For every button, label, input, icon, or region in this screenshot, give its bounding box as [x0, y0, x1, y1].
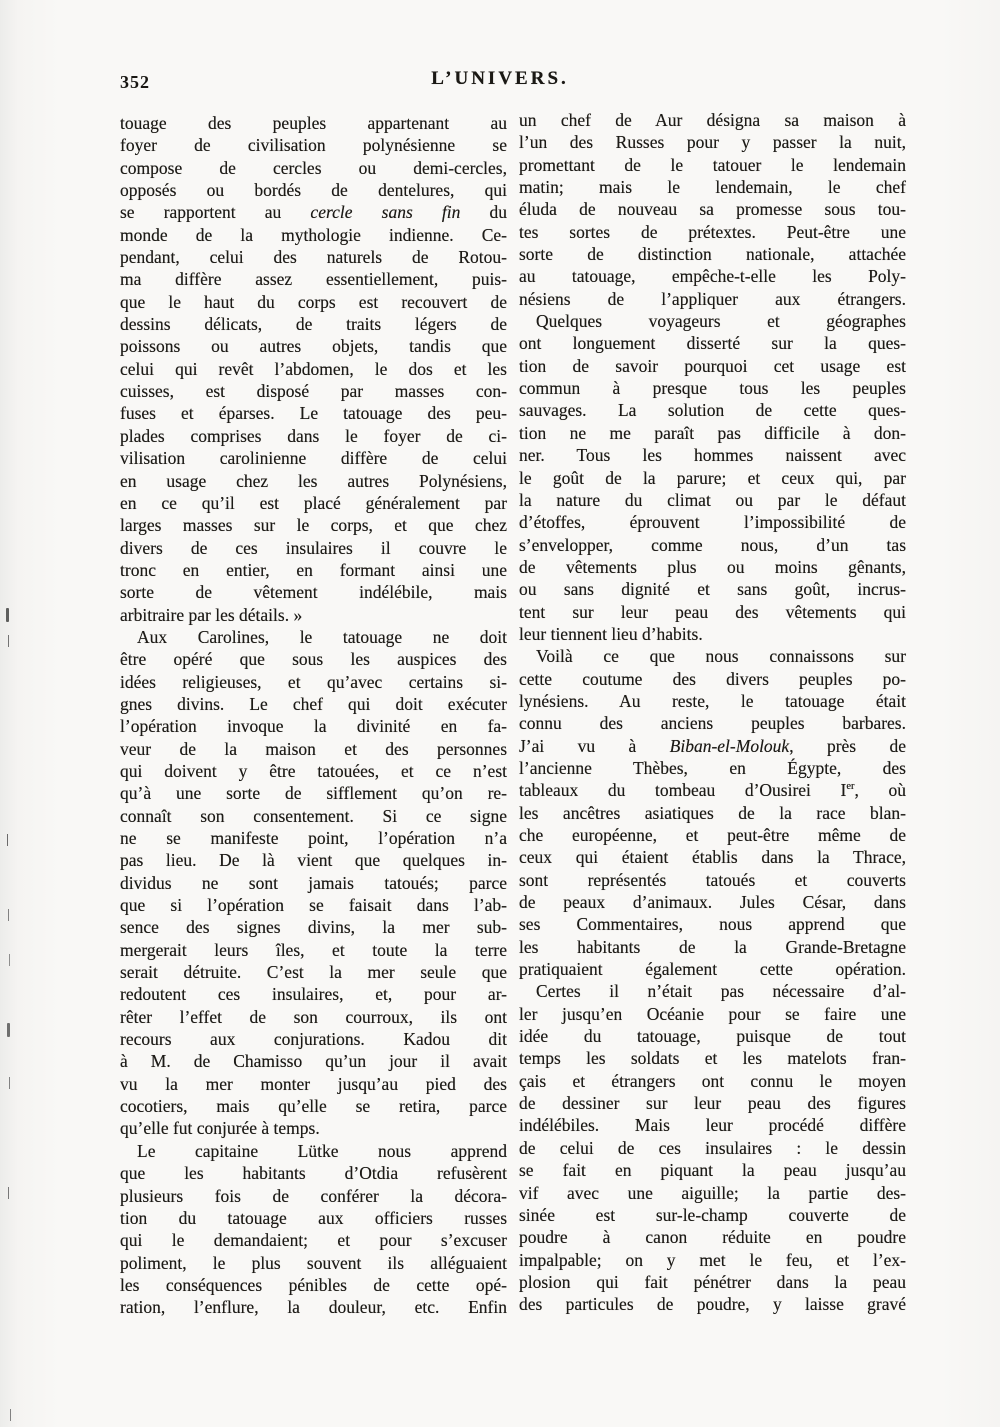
text-line: rêter l’effet de son courroux, ils ont: [120, 1006, 507, 1027]
text-line: ses Commentaires, nous apprend que: [519, 914, 906, 935]
text-line: le goût de la parure; et ceux qui, par: [519, 467, 906, 488]
text-line: indélébiles. Mais leur procédé diffère: [519, 1115, 906, 1136]
column-right: [519, 109, 906, 1319]
text-line: sont représentés tatoués et couverts: [519, 869, 906, 890]
text-line: que les habitants d’Otdia refusèrent: [120, 1163, 507, 1184]
text-line: tent sur leur peau des vêtements qui: [519, 601, 906, 622]
text-line: qu’elle fut conjurée à temps.: [120, 1118, 320, 1139]
text-line: poliment, le plus souvent ils alléguaient: [120, 1252, 507, 1273]
text-line: pratiquaient également cette opération.: [519, 959, 906, 980]
text-line: vif avec une aiguille; la partie des-: [519, 1182, 906, 1203]
text-line: ler jusqu’en Océanie pour se faire une: [519, 1003, 906, 1024]
text-line: nésiens de l’appliquer aux étrangers.: [519, 288, 906, 309]
text-line: çais et étrangers ont connu le moyen: [519, 1070, 906, 1091]
text-line: tes sortes de prétextes. Peut-être une: [519, 221, 906, 242]
text-line: promettant de le tatouer le lendemain: [519, 154, 906, 175]
italic-text: cercle sans fin: [310, 202, 461, 223]
text-line: arbitraire par les détails. »: [120, 604, 303, 625]
text-line: que si l’opération se faisait dans l’ab-: [120, 895, 507, 916]
text-line: être opéré que sous les auspices des: [120, 649, 507, 670]
italic-text: Biban-el-Molouk: [669, 735, 790, 756]
plain-text: J’ai vu à: [519, 735, 670, 756]
text-line: compose de cercles ou demi-cercles,: [120, 157, 507, 178]
text-line: tion du tatouage aux officiers russes: [120, 1207, 507, 1228]
text-line: en ce qu’il est placé généralement par: [120, 492, 507, 513]
text-line: cuisses, est disposé par masses con-: [120, 381, 507, 402]
text-line: de peaux d’animaux. Jules César, dans: [519, 892, 906, 913]
text-line: ma diffère assez essentiellement, puis-: [120, 269, 507, 290]
text-line: qui doivent y être tatouées, et ce n’est: [120, 760, 507, 781]
text-line: impalpable; on y met le feu, et l’ex-: [519, 1249, 906, 1270]
text-line: foyer de civilisation polynésienne se: [120, 135, 507, 156]
text-columns: [120, 112, 906, 1319]
text-line: d’étoffes, éprouvent l’impossibilité de: [519, 512, 906, 533]
running-header-title: L’UNIVERS.: [431, 68, 569, 89]
text-line: qui le demandaient; et pour s’excuser: [120, 1230, 507, 1251]
text-line: de vêtements plus ou moins gênants,: [519, 556, 906, 577]
text-line: l’opération invoque la divinité en fa-: [120, 716, 507, 737]
text-line: leur tiennent lieu d’habits.: [519, 623, 703, 644]
text-line: les habitants de la Grande-Bretagne: [519, 936, 906, 957]
text-line: sorte de distinction nationale, attachée: [519, 244, 906, 265]
text-line: sauvages. La solution de cette ques-: [519, 400, 906, 421]
text-line: pendant, celui des naturels de Rotou-: [120, 247, 507, 268]
text-line: poissons ou autres objets, tandis que: [120, 336, 507, 357]
text-line: un chef de Aur désigna sa maison à: [519, 110, 906, 130]
text-line: se fait en piquant la peau jusqu’au: [519, 1160, 906, 1181]
text-line: cette coutume des divers peuples po-: [519, 668, 906, 689]
text-line: la nature du climat ou par le défaut: [519, 489, 906, 510]
plain-text: du: [460, 202, 508, 223]
plain-text: tableaux du tombeau d’Ousirei I: [519, 780, 847, 801]
text-line: ration, l’enflure, la douleur, etc. Enfin: [120, 1297, 507, 1318]
text-line: idée du tatouage, puisque de tout: [519, 1026, 906, 1047]
text-line: Certes il n’était pas nécessaire d’al-: [536, 981, 906, 1002]
column-left: [120, 112, 507, 1319]
text-line: [120, 201, 507, 223]
text-line: qu’à une sorte de sifflement qu’on re-: [120, 783, 507, 804]
text-line: matin; mais le lendemain, le chef: [519, 177, 906, 198]
text-line: que le haut du corps est recouvert de: [120, 291, 507, 312]
text-line: l’un des Russes pour y passer la nuit,: [519, 132, 906, 153]
text-line: che européenne, et peut-être même de: [519, 825, 906, 845]
text-line: ou sans dignité et sans goût, incrus-: [519, 579, 906, 600]
text-line: temps les soldats et les matelots fran-: [519, 1048, 906, 1069]
text-line: de celui de ces insulaires : le dessin: [519, 1137, 906, 1158]
text-line: celui qui revêt l’abdomen, le dos et les: [120, 358, 507, 379]
text-line: mergerait leurs îles, et toute la terre: [120, 939, 507, 960]
text-line: [519, 735, 906, 757]
text-line: cocotiers, mais qu’elle se retira, parce: [120, 1096, 507, 1117]
text-line: les ancêtres asiatiques de la race blan-: [519, 802, 906, 823]
text-line: veur de la maison et des personnes: [120, 738, 507, 759]
text-line: serait détruite. C’est la mer seule que: [120, 962, 507, 983]
text-line: sorte de vêtement indélébile, mais: [120, 582, 507, 603]
text-line: tronc en entier, en formant ainsi une: [120, 559, 507, 580]
text-line: tion ne me paraît pas difficile à don-: [519, 422, 906, 443]
plain-text: se rapportent au: [120, 202, 311, 223]
text-line: des particules de poudre, y laisse gravé: [519, 1294, 906, 1315]
text-line: dessins délicats, de traits légers de: [120, 314, 507, 335]
text-line: ne se manifeste point, l’opération n’a: [120, 828, 507, 848]
text-line: les conséquences pénibles de cette opé-: [120, 1274, 507, 1295]
text-line: Le capitaine Lütke nous apprend: [137, 1140, 507, 1161]
text-line: vilisation carolinienne diffère de celui: [120, 448, 507, 469]
text-line: [519, 779, 906, 801]
text-line: ont longuement disserté sur la ques-: [519, 333, 906, 354]
text-line: de dessiner sur leur peau des figures: [519, 1093, 906, 1114]
text-line: plades comprises dans le foyer de ci-: [120, 425, 507, 446]
text-line: commun à presque tous les peuples: [519, 378, 906, 399]
text-line: fuses et éparses. Le tatouage des peu-: [120, 403, 507, 424]
text-line: connu des anciens peuples barbares.: [519, 713, 906, 734]
text-line: ceux qui étaient établis dans la Thrace,: [519, 847, 906, 868]
text-line: touage des peuples appartenant au: [120, 113, 507, 133]
text-line: redoutent ces insulaires, et, pour ar-: [120, 984, 507, 1005]
superscript-text: er: [846, 781, 855, 793]
text-line: monde de la mythologie indienne. Ce-: [120, 224, 507, 245]
plain-text: , près de: [789, 735, 906, 756]
text-line: Voilà ce que nous connaissons sur: [536, 646, 906, 667]
text-line: sence des signes divins, la mer sub-: [120, 917, 507, 938]
text-line: larges masses sur le corps, et que chez: [120, 515, 507, 536]
text-line: poudre à canon réduite en poudre: [519, 1227, 906, 1248]
binding-edge-specks: [6, 608, 9, 622]
text-line: lynésiens. Au reste, le tatouage était: [519, 690, 906, 711]
text-line: gnes divins. Le chef qui doit exécuter: [120, 693, 507, 714]
text-line: à M. de Chamisso qu’un jour il avait: [120, 1051, 507, 1072]
text-line: éluda de nouveau sa promesse sous tou-: [519, 199, 906, 220]
text-line: dividus ne sont jamais tatoués; parce: [120, 872, 507, 893]
text-line: l’ancienne Thèbes, en Égypte, des: [519, 757, 906, 778]
text-line: connaît son consentement. Si ce signe: [120, 805, 507, 826]
plain-text: , où: [854, 780, 907, 801]
text-line: divers de ces insulaires il couvre le: [120, 537, 507, 558]
text-line: Quelques voyageurs et géographes: [536, 311, 906, 332]
text-line: s’envelopper, comme nous, d’un tas: [519, 534, 906, 555]
text-line: recours aux conjurations. Kadou dit: [120, 1029, 507, 1050]
text-line: vu la mer monter jusqu’au pied des: [120, 1073, 507, 1094]
text-line: pas lieu. De là vient que quelques in-: [120, 850, 507, 871]
text-line: plosion qui fait pénétrer dans la peau: [519, 1271, 906, 1292]
text-line: opposés ou bordés de dentelures, qui: [120, 180, 507, 201]
text-line: idées religieuses, et qu’avec certains si-: [120, 671, 507, 692]
page-number: 352: [120, 72, 150, 92]
text-line: sinée est sur-le-champ couverte de: [519, 1204, 906, 1225]
text-line: plusieurs fois de conférer la décora-: [120, 1185, 507, 1206]
text-line: tion de savoir pourquoi cet usage est: [519, 355, 906, 376]
text-line: ner. Tous les hommes naissent avec: [519, 445, 906, 466]
text-line: Aux Carolines, le tatouage ne doit: [137, 626, 507, 647]
text-line: en usage chez les autres Polynésiens,: [120, 470, 507, 491]
text-line: au tatouage, empêche-t-elle les Poly-: [519, 266, 906, 287]
